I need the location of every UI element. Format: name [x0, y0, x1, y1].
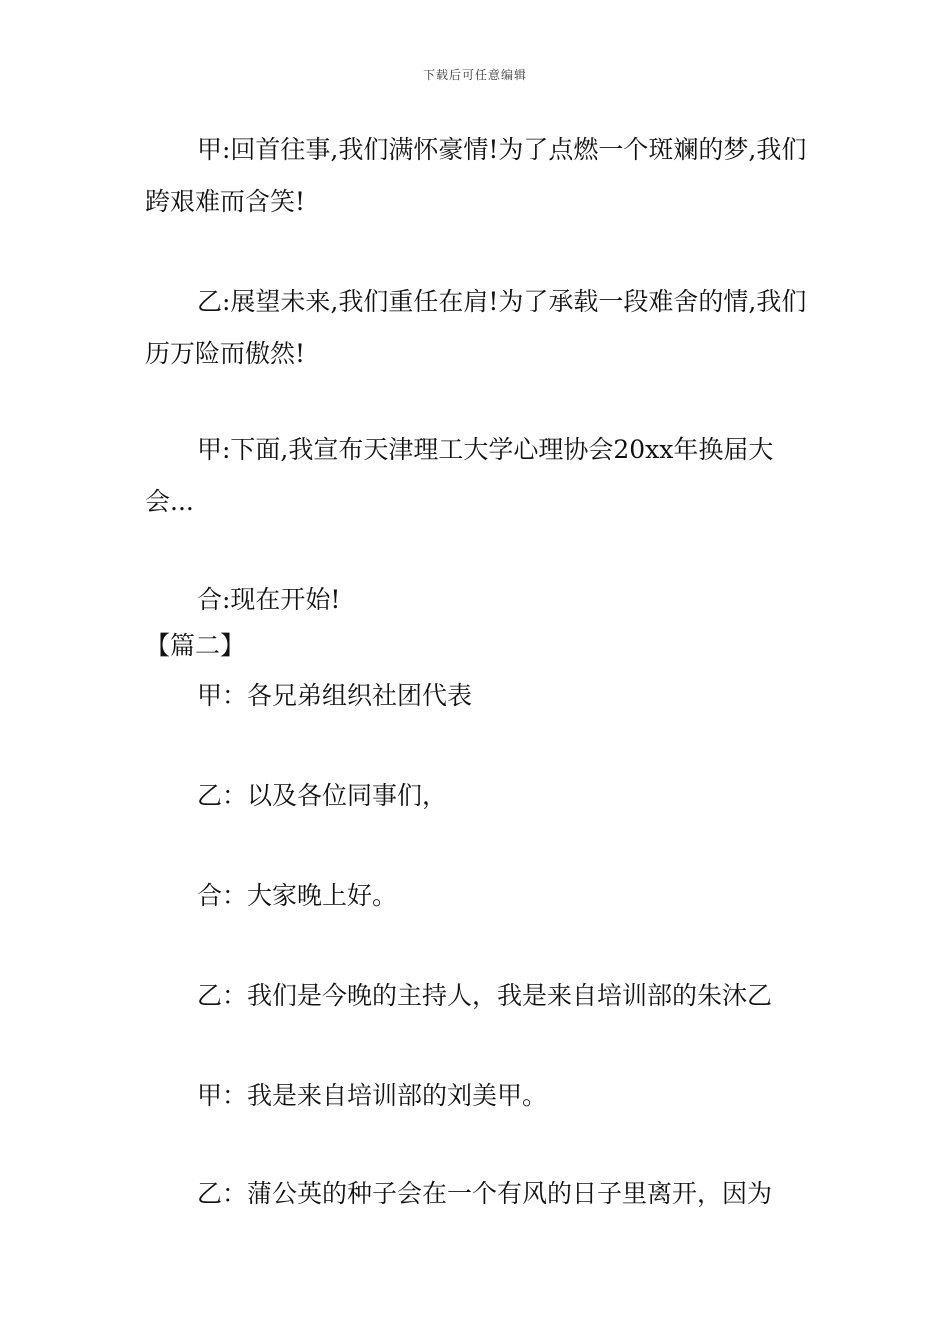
- paragraph-2: 乙:展望未来,我们重任在肩!为了承载一段难舍的情,我们历万险而傲然!: [145, 287, 807, 368]
- paragraph-4: 合:现在开始!: [197, 585, 341, 614]
- dialogue-line-1: 甲：各兄弟组织社团代表: [197, 681, 473, 710]
- paragraph-1: 甲:回首往事,我们满怀豪情!为了点燃一个斑斓的梦,我们跨艰难而含笑!: [145, 135, 807, 216]
- paragraph-3: 甲:下面,我宣布天津理工大学心理协会20xx年换届大会...: [145, 435, 774, 516]
- dialogue-line-5: 甲：我是来自培训部的刘美甲。: [197, 1081, 548, 1110]
- dialogue-line-4: 乙：我们是今晚的主持人，我是来自培训部的朱沐乙: [197, 981, 773, 1010]
- page-header: 下载后可任意编辑: [422, 68, 527, 82]
- section-title: 【篇二】: [145, 631, 246, 660]
- dialogue-line-2: 乙：以及各位同事们，: [197, 781, 448, 810]
- dialogue-line-3: 合：大家晚上好。: [197, 881, 398, 910]
- dialogue-line-6: 乙：蒲公英的种子会在一个有风的日子里离开，因为: [197, 1179, 773, 1208]
